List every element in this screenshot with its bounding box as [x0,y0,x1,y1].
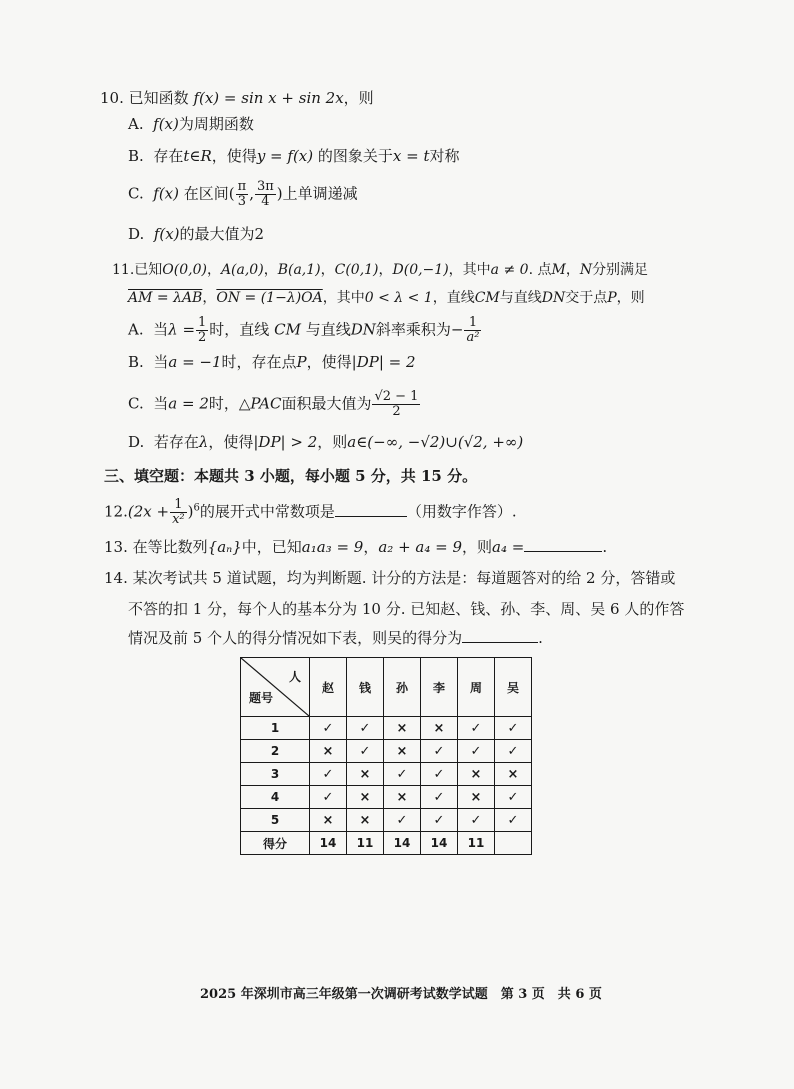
mark-cell: ✓ [310,717,347,740]
fraction [464,316,481,345]
option-text: 在区间 [183,184,229,203]
table-corner-cell [241,658,310,717]
question-12: 12.(2x + $\frac{1}{\text{x²}}$ )$^6$的展开式中常数项是 （用数字作答）. [104,497,517,527]
fraction [372,390,420,419]
mark-cell: × [458,786,495,809]
mark-cell: ✓ [384,809,421,832]
point-n: N [579,262,593,278]
point-m: M [551,262,566,278]
q11-option-b [128,352,416,372]
q10-option-b [128,146,460,166]
sequence: {aₙ} [207,538,242,556]
option-text: 时，存在点 [221,353,297,371]
score-label-cell: 得分 [241,832,310,855]
mark-cell: × [384,717,421,740]
line-dn: DN [350,320,376,339]
q11-option-a [128,316,482,345]
fraction [170,498,187,527]
header-person: 吴 [495,658,532,717]
option-text: 对称 [429,147,460,165]
mark-cell: × [310,740,347,763]
point-b: B(a,1) [277,262,321,278]
question-number-cell: 4 [241,786,310,809]
question-number-cell: 2 [241,740,310,763]
answer-blank[interactable] [335,502,407,517]
option-text: 当 [153,353,169,371]
option-text: ，使得 [306,353,352,371]
q14-line-3 [128,628,543,648]
mark-cell: ✓ [458,740,495,763]
mark-cell: ✓ [347,740,384,763]
denominator: 2 [392,404,401,419]
numerator: 1 [170,498,187,513]
fraction [236,180,249,209]
mark-cell: × [310,809,347,832]
table-row [241,763,532,786]
point-a: A(a,0) [220,262,264,278]
q10-stem: 已知函数 [128,89,189,107]
fraction [196,316,208,345]
option-math: f(x) [153,115,179,133]
q11-text: 已知 [134,262,163,278]
mark-cell: × [347,786,384,809]
equation-1: a₁a₃ = 9 [301,538,364,556]
score-cell: 14 [384,832,421,855]
mark-cell: × [347,763,384,786]
exponent: 6 [193,502,200,514]
score-cell: 11 [458,832,495,855]
option-text: 斜率乘积为 [375,320,451,339]
numerator: 1 [464,316,481,331]
section-heading: 三、填空题：本题共 3 小题，每小题 5 分，共 15 分。 [104,467,478,485]
option-label: C. [128,184,144,203]
score-cell: 14 [310,832,347,855]
line-cm: CM [474,290,500,306]
option-math: y = f(x) [256,147,314,165]
option-text: 当 [153,320,169,339]
mark-cell: ✓ [495,740,532,763]
q10-stem-end: ，则 [343,89,374,107]
q11-option-c [128,390,421,419]
header-person: 李 [421,658,458,717]
vector-eq-2: ON = (1−λ)OA [216,290,323,306]
q13-text: ，则 [462,538,493,556]
option-label: B. [128,353,144,371]
q11-text: . 点 [528,262,552,278]
separator: ， [363,538,379,556]
table-row [241,809,532,832]
score-cell [495,832,532,855]
option-text: ，使得 [211,147,257,165]
score-cell: 11 [347,832,384,855]
mark-cell: ✓ [384,763,421,786]
expression: (2x + [127,502,170,521]
option-text: 若存在 [153,433,199,451]
option-label: D. [128,225,145,243]
point-p: P [296,353,307,371]
answer-blank[interactable] [462,628,538,643]
separator: ， [565,262,580,278]
period: . [602,538,608,556]
mark-cell: ✓ [347,717,384,740]
equation-2: a₂ + a₄ = 9 [378,538,463,556]
mark-cell: × [458,763,495,786]
table-row [241,740,532,763]
mark-cell: ✓ [421,809,458,832]
table-row [241,786,532,809]
option-text: 时，直线 [209,320,270,339]
table-header-row [241,658,532,717]
corner-label-person: 人 [288,670,301,684]
header-person: 赵 [310,658,347,717]
fraction [255,180,276,209]
option-math: x = t [392,147,430,165]
triangle-pac: △PAC [238,394,282,413]
q10-option-a [128,114,254,134]
option-text: 为周期函数 [178,115,254,133]
question-number: 14. [104,569,128,587]
mark-cell: ✓ [495,786,532,809]
option-text: 的图象关于 [317,147,393,165]
question-number: 11. [112,262,135,278]
option-label: C. [128,394,144,413]
denominator: x² [172,512,185,527]
option-math: a = 2 [168,394,209,413]
line-dn: DN [541,290,566,306]
option-text: ，使得 [208,433,254,451]
point-o: O(0,0) [162,262,207,278]
denominator: a² [466,330,480,345]
question-number: 13. [104,538,128,556]
mark-cell: × [495,763,532,786]
question-number-cell: 1 [241,717,310,740]
mark-cell: ✓ [458,809,495,832]
numerator: √2 − 1 [374,389,419,404]
q12-text: 的展开式中常数项是 [199,502,335,521]
option-math: |DP| > 2 [253,433,318,451]
mark-cell: × [421,717,458,740]
option-label: A. [128,320,144,339]
mark-cell: ✓ [421,786,458,809]
q11-text: 交于点 [565,290,608,306]
option-label: D. [128,433,145,451]
option-math: a = −1 [168,353,222,371]
q11-text: ，其中 [448,262,491,278]
minus-sign: − [450,320,464,339]
answer-blank[interactable] [524,537,602,552]
header-person: 周 [458,658,495,717]
mark-cell: ✓ [310,786,347,809]
denominator: 4 [261,194,270,209]
numerator: 1 [198,315,207,330]
score-cell: 14 [421,832,458,855]
mark-cell: ✓ [421,740,458,763]
question-number-cell: 5 [241,809,310,832]
option-math: t∈R [183,147,212,165]
option-math: f(x) [153,184,179,203]
q13-ask: a₄ = [492,538,525,556]
mark-cell: × [384,786,421,809]
option-math: |DP| = 2 [351,353,416,371]
option-text: 当 [153,394,169,413]
option-math: a∈(−∞, −√2)∪(√2, +∞) [347,433,524,451]
lambda-range: 0 < λ < 1 [364,290,433,306]
q13-text: 在等比数列 [132,538,208,556]
q14-text: 情况及前 5 个人的得分情况如下表，则吴的得分为 [128,629,463,647]
question-number-cell: 3 [241,763,310,786]
question-number: 12. [104,502,128,521]
q10-option-c: C. f(x) 在区间( $\frac{\pi}{3}$ , $\frac{3\pi}{4}$ )上单调递减 [128,179,358,209]
q11-line-2: AM = λAB，ON = (1−λ)OA，其中0 < λ < 1，直线CM与直线DN交于点P，则 [128,290,645,306]
question-14 [104,568,675,588]
mark-cell: ✓ [495,717,532,740]
page-footer: 2025 年深圳市高三年级第一次调研考试数学试题 第 3 页 共 6 页 [200,987,602,1002]
q11-text: 分别满足 [592,262,649,278]
option-text: 面积最大值为 [281,394,372,413]
q13-text: 中，已知 [241,538,302,556]
mark-cell: ✓ [495,809,532,832]
option-label: B. [128,147,144,165]
line-cm: CM [274,320,301,339]
question-13 [104,537,607,557]
q11-option-d [128,432,523,452]
denominator: 2 [198,330,207,345]
diagonal-line [241,658,309,716]
option-text: 的最大值为2 [179,225,265,243]
point-d: D(0,−1) [392,262,449,278]
numerator: π [237,179,247,194]
mark-cell: ✓ [310,763,347,786]
period: . [538,629,543,647]
score-table [240,657,532,855]
q10-function: f(x) = sin x + sin 2x [193,89,344,107]
denominator: 3 [237,194,247,209]
q10-option-d [128,224,264,244]
mark-cell: × [347,809,384,832]
q11-text: ，其中 [322,290,365,306]
option-text: 与直线 [305,320,351,339]
option-label: A. [128,115,144,133]
score-row [241,832,532,855]
header-person: 孙 [384,658,421,717]
q11-condition: a ≠ 0 [490,262,529,278]
question-10 [100,88,374,108]
mark-cell: ✓ [421,763,458,786]
point-p: P [607,290,617,306]
option-text: 存在 [153,147,184,165]
q11-text: ，直线 [432,290,475,306]
option-text: ，则 [317,433,348,451]
numerator: 3π [256,179,274,194]
question-number: 10. [100,89,124,107]
table-row [241,717,532,740]
header-person: 钱 [347,658,384,717]
vector-eq-1: AM = λAB [128,290,203,306]
point-c: C(0,1) [334,262,379,278]
corner-label-question: 题号 [249,691,274,705]
option-math: f(x) [153,225,180,243]
q11-text: ，则 [616,290,645,306]
q12-suffix: （用数字作答）. [406,502,517,521]
option-math: λ = [168,320,196,339]
q11-text: 与直线 [499,290,542,306]
question-11: 11.已知O(0,0)，A(a,0)，B(a,1)，C(0,1)，D(0,−1)，其中a ≠ 0. 点M，N分别满足 [112,262,649,278]
option-text: 上单调递减 [282,184,358,203]
mark-cell: × [384,740,421,763]
option-text: 时， [208,394,239,413]
q14-line-2: 不答的扣 1 分，每个人的基本分为 10 分. 已知赵、钱、孙、李、周、吴 6 人的作答 [128,600,685,618]
mark-cell: ✓ [458,717,495,740]
option-math: λ [198,433,209,451]
q14-line-1: 某次考试共 5 道试题，均为判断题. 计分的方法是：每道题答对的给 2 分，答错或 [132,569,676,587]
